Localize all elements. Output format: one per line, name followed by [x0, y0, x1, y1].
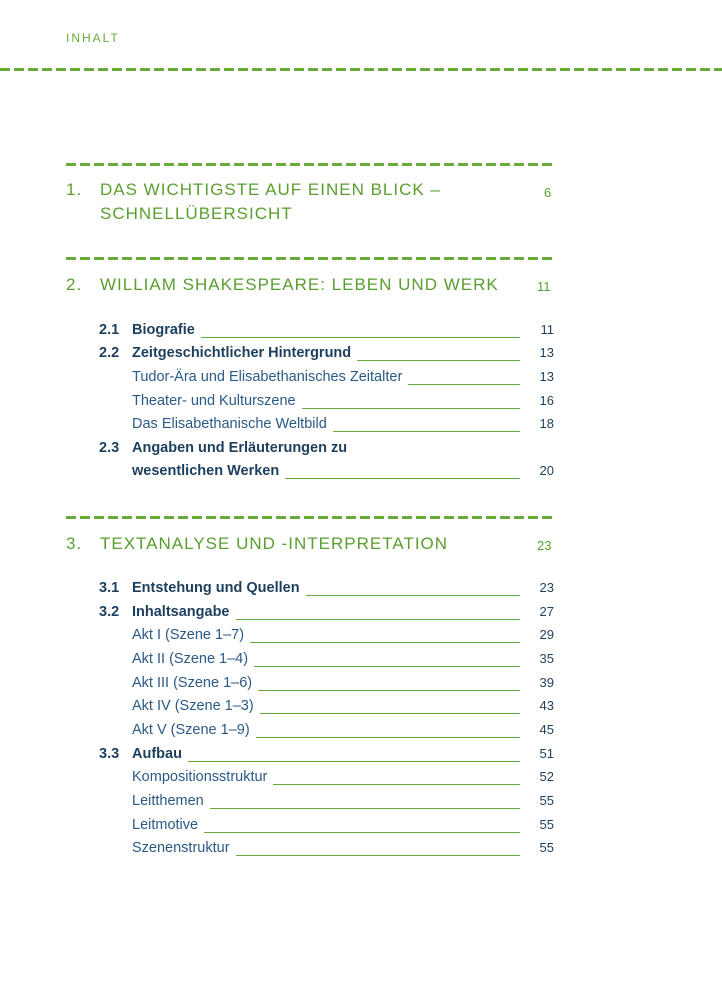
leader-line — [306, 594, 520, 596]
entry-page: 16 — [539, 393, 554, 408]
toc-entry[interactable] — [66, 322, 554, 344]
entry-page: 27 — [539, 604, 554, 619]
leader-line — [408, 383, 520, 385]
leader-line — [236, 618, 521, 620]
toc-entry[interactable] — [66, 651, 554, 673]
toc-entry[interactable] — [66, 604, 554, 626]
entry-page: 20 — [539, 463, 554, 478]
toc-entry[interactable] — [66, 440, 554, 462]
entry-title: Entstehung und Quellen — [132, 580, 300, 596]
section-title[interactable] — [100, 532, 520, 556]
entry-title: Aufbau — [132, 746, 182, 762]
toc-entry[interactable] — [66, 793, 554, 815]
section-title-line: SCHNELLÜBERSICHT — [100, 204, 293, 223]
entry-title: Biografie — [132, 322, 195, 338]
section-page: 23 — [537, 538, 552, 553]
entry-page: 43 — [539, 698, 554, 713]
entry-title: Kompositionsstruktur — [132, 769, 268, 785]
leader-line — [357, 359, 520, 361]
toc-entry[interactable] — [66, 463, 554, 485]
toc-entry[interactable] — [66, 769, 554, 791]
leader-line — [250, 641, 520, 643]
entry-title: Zeitgeschichtlicher Hintergrund — [132, 345, 352, 361]
section-title[interactable] — [100, 273, 530, 297]
entry-page: 18 — [539, 416, 554, 431]
section-title-line: WILLIAM SHAKESPEARE: LEBEN UND WERK — [100, 275, 499, 294]
header-label: INHALT — [66, 31, 120, 45]
section-page: 6 — [544, 185, 552, 200]
toc-entry[interactable] — [66, 580, 554, 602]
entry-page: 55 — [539, 840, 554, 855]
header-divider — [0, 68, 722, 71]
entry-page: 13 — [539, 345, 554, 360]
section-page: 11 — [537, 279, 551, 294]
entry-page: 35 — [539, 651, 554, 666]
entry-title: Angaben und Erläuterungen zu — [132, 440, 348, 456]
leader-line — [260, 712, 520, 714]
leader-line — [258, 689, 520, 691]
entry-title: Leitthemen — [132, 793, 204, 809]
section-title-line: TEXTANALYSE UND -INTERPRETATION — [100, 534, 449, 553]
entry-number: 3.1 — [99, 580, 120, 596]
entry-number: 3.3 — [99, 746, 120, 762]
entry-page: 55 — [539, 793, 554, 808]
entry-page: 23 — [539, 580, 554, 595]
leader-line — [273, 783, 520, 785]
entry-page: 11 — [540, 322, 554, 337]
entry-title: Akt IV (Szene 1–3) — [132, 698, 254, 714]
leader-line — [210, 807, 520, 809]
leader-line — [236, 854, 520, 856]
toc-entry[interactable] — [66, 369, 554, 391]
toc-entry[interactable] — [66, 675, 554, 697]
entry-title: Akt V (Szene 1–9) — [132, 722, 250, 738]
section-title[interactable] — [100, 178, 520, 226]
entry-page: 39 — [539, 675, 554, 690]
toc-entry[interactable] — [66, 393, 554, 415]
leader-line — [302, 407, 520, 409]
section-divider — [66, 516, 554, 519]
entry-page: 45 — [539, 722, 554, 737]
entry-title: Akt I (Szene 1–7) — [132, 627, 245, 643]
entry-title: Theater- und Kulturszene — [132, 393, 296, 409]
section-number: 2. — [66, 275, 83, 294]
toc-entry[interactable] — [66, 627, 554, 649]
section-number: 1. — [66, 180, 83, 199]
leader-line — [353, 455, 520, 456]
entry-number: 2.1 — [99, 322, 120, 338]
leader-line — [256, 736, 520, 738]
toc-entry[interactable] — [66, 840, 554, 862]
entry-title: Szenenstruktur — [132, 840, 230, 856]
toc-entry[interactable] — [66, 698, 554, 720]
toc-entry[interactable] — [66, 722, 554, 744]
leader-line — [333, 430, 520, 432]
section-title-line: DAS WICHTIGSTE AUF EINEN BLICK – — [100, 180, 441, 199]
entry-title: Das Elisabethanische Weltbild — [132, 416, 327, 432]
entry-page: 55 — [539, 817, 554, 832]
entry-page: 29 — [539, 627, 554, 642]
entry-title: Akt II (Szene 1–4) — [132, 651, 249, 667]
section-number: 3. — [66, 534, 83, 553]
entry-number: 2.2 — [99, 345, 120, 361]
entry-number: 2.3 — [99, 440, 120, 456]
entry-page: 13 — [539, 369, 554, 384]
leader-line — [254, 665, 520, 667]
entry-title: Leitmotive — [132, 817, 199, 833]
entry-title: wesentlichen Werken — [132, 463, 280, 479]
entry-page: 52 — [539, 769, 554, 784]
entry-title: Inhaltsangabe — [132, 604, 230, 620]
leader-line — [188, 760, 520, 762]
toc-entry[interactable] — [66, 746, 554, 768]
section-divider — [66, 257, 554, 260]
entry-page: 51 — [539, 746, 554, 761]
section-divider — [66, 163, 554, 166]
toc-entry[interactable] — [66, 817, 554, 839]
entry-title: Akt III (Szene 1–6) — [132, 675, 253, 691]
leader-line — [285, 477, 520, 479]
entry-title: Tudor-Ära und Elisabethanisches Zeitalter — [132, 369, 403, 385]
toc-entry[interactable] — [66, 345, 554, 367]
entry-number: 3.2 — [99, 604, 120, 620]
toc-entry[interactable] — [66, 416, 554, 438]
leader-line — [201, 336, 520, 338]
leader-line — [204, 831, 520, 833]
